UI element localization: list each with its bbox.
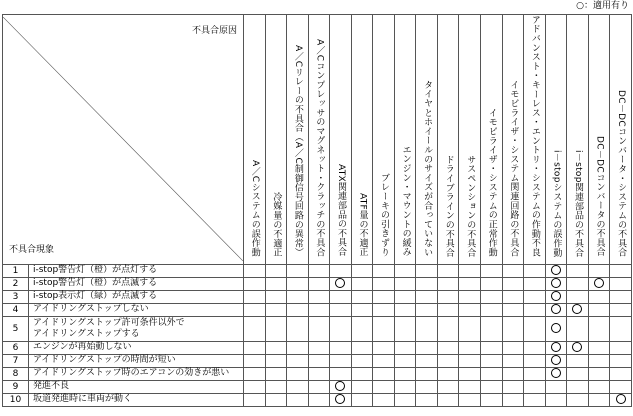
cause-header — [308, 15, 330, 265]
row-number: 4 — [3, 303, 29, 316]
mark-cell — [308, 367, 330, 380]
mark-cell — [437, 341, 459, 354]
mark-cell — [265, 367, 287, 380]
cause-header — [265, 15, 287, 265]
mark-cell — [567, 264, 589, 277]
mark-cell — [265, 354, 287, 367]
mark-cell — [502, 316, 524, 341]
cause-header — [459, 15, 481, 265]
cause-header-label: サスペンションの不具合 — [465, 154, 476, 257]
mark-cell — [287, 290, 309, 303]
mark-cell — [330, 277, 352, 290]
applicable-circle-icon — [551, 304, 561, 314]
mark-cell — [351, 264, 373, 277]
applicable-circle-icon — [572, 304, 582, 314]
cause-header — [502, 15, 524, 265]
mark-cell — [287, 393, 309, 406]
table-row — [3, 341, 632, 354]
mark-cell — [330, 367, 352, 380]
cause-header-label: タイヤとホイールのサイズが合っていない — [422, 80, 433, 257]
mark-cell — [244, 303, 266, 316]
mark-cell — [373, 380, 395, 393]
mark-cell — [287, 303, 309, 316]
mark-cell — [481, 354, 503, 367]
mark-cell — [308, 277, 330, 290]
row-number: 8 — [3, 367, 29, 380]
mark-cell — [502, 367, 524, 380]
table-row — [3, 290, 632, 303]
row-number: 5 — [3, 316, 29, 341]
mark-cell — [394, 393, 416, 406]
table-row — [3, 316, 632, 341]
applicable-circle-icon — [594, 278, 604, 288]
mark-cell — [308, 316, 330, 341]
applicable-circle-icon — [551, 265, 561, 275]
mark-cell — [524, 264, 546, 277]
mark-cell — [524, 380, 546, 393]
mark-cell — [567, 354, 589, 367]
mark-cell — [330, 393, 352, 406]
applicable-circle-icon — [551, 291, 561, 301]
applicable-circle-icon — [551, 342, 561, 352]
mark-cell — [545, 354, 567, 367]
cause-header-label: エンジン・マウントの緩み — [400, 145, 411, 257]
mark-cell — [330, 264, 352, 277]
symptom-cell: アイドリングストップ時のエアコンの効きが悪い — [29, 367, 244, 380]
mark-cell — [437, 264, 459, 277]
mark-cell — [416, 380, 438, 393]
mark-cell — [416, 316, 438, 341]
mark-cell — [394, 341, 416, 354]
mark-cell — [437, 303, 459, 316]
mark-cell — [610, 354, 632, 367]
mark-cell — [588, 264, 610, 277]
mark-cell — [459, 367, 481, 380]
mark-cell — [394, 367, 416, 380]
mark-cell — [567, 380, 589, 393]
cause-header — [481, 15, 503, 265]
mark-cell — [373, 367, 395, 380]
mark-cell — [567, 290, 589, 303]
symptom-cell: アイドリングストップ許可条件以外で アイドリングストップする — [29, 316, 244, 341]
applicable-circle-icon — [551, 355, 561, 365]
mark-cell — [244, 264, 266, 277]
mark-cell — [244, 316, 266, 341]
mark-cell — [588, 303, 610, 316]
mark-cell — [545, 277, 567, 290]
mark-cell — [459, 393, 481, 406]
mark-cell — [588, 341, 610, 354]
symptom-cell: エンジンが再始動しない — [29, 341, 244, 354]
mark-cell — [459, 316, 481, 341]
mark-cell — [481, 367, 503, 380]
mark-cell — [459, 264, 481, 277]
cause-header — [437, 15, 459, 265]
corner-header — [3, 15, 244, 265]
mark-cell — [545, 290, 567, 303]
mark-cell — [265, 393, 287, 406]
mark-cell — [481, 380, 503, 393]
mark-cell — [308, 393, 330, 406]
mark-cell — [545, 316, 567, 341]
mark-cell — [459, 290, 481, 303]
mark-cell — [502, 393, 524, 406]
mark-cell — [351, 367, 373, 380]
mark-cell — [610, 393, 632, 406]
mark-cell — [351, 354, 373, 367]
cause-header — [567, 15, 589, 265]
mark-cell — [567, 316, 589, 341]
mark-cell — [394, 277, 416, 290]
cause-header-label: i－stop関連部品の不具合 — [572, 149, 583, 257]
mark-cell — [287, 277, 309, 290]
mark-cell — [416, 303, 438, 316]
cause-header — [373, 15, 395, 265]
cause-header-label: ATX関連部品の不具合 — [335, 164, 346, 257]
mark-cell — [330, 316, 352, 341]
mark-cell — [610, 380, 632, 393]
mark-cell — [481, 393, 503, 406]
row-number: 10 — [3, 393, 29, 406]
mark-cell — [481, 264, 503, 277]
cause-header-label: ブレーキの引きずり — [379, 173, 390, 257]
mark-cell — [437, 367, 459, 380]
mark-cell — [588, 277, 610, 290]
symptom-cell: 坂道発進時に車両が動く — [29, 393, 244, 406]
mark-cell — [244, 367, 266, 380]
mark-cell — [308, 264, 330, 277]
mark-cell — [287, 316, 309, 341]
mark-cell — [308, 303, 330, 316]
mark-cell — [351, 277, 373, 290]
mark-cell — [588, 393, 610, 406]
mark-cell — [437, 290, 459, 303]
mark-cell — [567, 341, 589, 354]
mark-cell — [610, 303, 632, 316]
mark-cell — [308, 380, 330, 393]
diagonal-divider — [3, 17, 243, 261]
applicable-circle-icon — [335, 278, 345, 288]
mark-cell — [545, 393, 567, 406]
symptom-cell: i-stop警告灯（橙）が点灯する — [29, 264, 244, 277]
mark-cell — [588, 380, 610, 393]
mark-cell — [287, 380, 309, 393]
cause-header — [524, 15, 546, 265]
mark-cell — [416, 277, 438, 290]
mark-cell — [287, 264, 309, 277]
mark-cell — [588, 316, 610, 341]
mark-cell — [588, 354, 610, 367]
mark-cell — [330, 354, 352, 367]
symptom-label: 不具合現象 — [9, 245, 55, 256]
mark-cell — [351, 316, 373, 341]
mark-cell — [502, 264, 524, 277]
table-row — [3, 277, 632, 290]
mark-cell — [588, 290, 610, 303]
mark-cell — [287, 341, 309, 354]
cause-header-label: A／Cリレーの不具合（A／C制御信号回路の異常） — [292, 44, 303, 257]
mark-cell — [502, 277, 524, 290]
mark-cell — [437, 393, 459, 406]
mark-cell — [265, 264, 287, 277]
cause-header-label: ドライブラインの不具合 — [443, 154, 454, 257]
mark-cell — [459, 354, 481, 367]
table-row — [3, 367, 632, 380]
mark-cell — [416, 341, 438, 354]
mark-cell — [287, 354, 309, 367]
mark-cell — [265, 277, 287, 290]
mark-cell — [481, 316, 503, 341]
table-row — [3, 264, 632, 277]
mark-cell — [416, 290, 438, 303]
mark-cell — [330, 341, 352, 354]
applicable-circle-icon — [551, 323, 561, 333]
mark-cell — [567, 367, 589, 380]
row-number: 3 — [3, 290, 29, 303]
mark-cell — [502, 341, 524, 354]
mark-cell — [394, 303, 416, 316]
cause-label: 不具合原因 — [191, 26, 237, 37]
mark-cell — [244, 354, 266, 367]
mark-cell — [394, 316, 416, 341]
cause-header — [287, 15, 309, 265]
mark-cell — [524, 354, 546, 367]
mark-cell — [373, 341, 395, 354]
cause-header-label: i－stopシステムの誤作動 — [551, 149, 562, 257]
cause-header — [351, 15, 373, 265]
cause-header — [330, 15, 352, 265]
mark-cell — [373, 393, 395, 406]
mark-cell — [373, 264, 395, 277]
mark-cell — [244, 277, 266, 290]
mark-cell — [308, 290, 330, 303]
applicable-circle-icon — [551, 278, 561, 288]
row-number: 6 — [3, 341, 29, 354]
mark-cell — [416, 367, 438, 380]
row-number: 9 — [3, 380, 29, 393]
mark-cell — [437, 316, 459, 341]
mark-cell — [588, 367, 610, 380]
cause-header — [588, 15, 610, 265]
mark-cell — [416, 264, 438, 277]
row-number: 7 — [3, 354, 29, 367]
mark-cell — [265, 316, 287, 341]
cause-header — [416, 15, 438, 265]
mark-cell — [502, 380, 524, 393]
applicable-circle-icon — [335, 381, 345, 391]
mark-cell — [524, 303, 546, 316]
mark-cell — [610, 277, 632, 290]
mark-cell — [481, 303, 503, 316]
mark-cell — [351, 393, 373, 406]
mark-cell — [330, 380, 352, 393]
applicable-circle-icon — [572, 342, 582, 352]
mark-cell — [524, 341, 546, 354]
mark-cell — [394, 380, 416, 393]
mark-cell — [394, 354, 416, 367]
legend: ○：適用有り — [576, 1, 629, 11]
symptom-cell: i-stop警告灯（橙）が点滅する — [29, 277, 244, 290]
mark-cell — [351, 290, 373, 303]
mark-cell — [394, 264, 416, 277]
applicable-circle-icon — [551, 368, 561, 378]
mark-cell — [287, 367, 309, 380]
mark-cell — [437, 354, 459, 367]
cause-header-label: DC－DCコンバータ・システムの不具合 — [616, 89, 627, 257]
mark-cell — [351, 341, 373, 354]
mark-cell — [351, 380, 373, 393]
mark-cell — [244, 380, 266, 393]
mark-cell — [373, 303, 395, 316]
mark-cell — [524, 393, 546, 406]
cause-header-label: ATF量の不適正 — [357, 193, 368, 257]
cause-header-label: A／Cコンプレッサのマグネット・クラッチの不具合 — [314, 39, 325, 257]
mark-cell — [459, 277, 481, 290]
table-row — [3, 354, 632, 367]
mark-cell — [545, 264, 567, 277]
mark-cell — [545, 380, 567, 393]
cause-header-label: A／Cシステムの誤作動 — [249, 160, 260, 257]
mark-cell — [502, 354, 524, 367]
applicable-circle-icon — [616, 394, 626, 404]
mark-cell — [373, 290, 395, 303]
table-row — [3, 303, 632, 316]
mark-cell — [265, 303, 287, 316]
mark-cell — [351, 303, 373, 316]
mark-cell — [244, 341, 266, 354]
mark-cell — [459, 303, 481, 316]
mark-cell — [567, 393, 589, 406]
cause-header — [610, 15, 632, 265]
mark-cell — [437, 277, 459, 290]
mark-cell — [437, 380, 459, 393]
mark-cell — [481, 341, 503, 354]
mark-cell — [459, 341, 481, 354]
mark-cell — [481, 290, 503, 303]
cause-header — [394, 15, 416, 265]
mark-cell — [308, 341, 330, 354]
symptom-cell: i-stop表示灯（緑）が点滅する — [29, 290, 244, 303]
mark-cell — [373, 277, 395, 290]
mark-cell — [610, 316, 632, 341]
mark-cell — [610, 367, 632, 380]
symptom-cell: アイドリングストップの時間が短い — [29, 354, 244, 367]
mark-cell — [459, 380, 481, 393]
mark-cell — [502, 303, 524, 316]
mark-cell — [308, 354, 330, 367]
mark-cell — [545, 341, 567, 354]
cause-header-label: アドバンスト・キーレス・エントリ・システムの作動不良 — [529, 15, 540, 257]
mark-cell — [610, 290, 632, 303]
symptom-cell: アイドリングストップしない — [29, 303, 244, 316]
mark-cell — [416, 393, 438, 406]
mark-cell — [265, 341, 287, 354]
mark-cell — [244, 393, 266, 406]
mark-cell — [610, 264, 632, 277]
mark-cell — [265, 380, 287, 393]
mark-cell — [330, 303, 352, 316]
cause-header-label: 冷媒量の不適正 — [271, 191, 282, 257]
cause-header-label: イモビライザ・システム関連回路の不具合 — [508, 80, 519, 257]
cause-header — [244, 15, 266, 265]
mark-cell — [373, 316, 395, 341]
table-row — [3, 393, 632, 406]
mark-cell — [567, 303, 589, 316]
mark-cell — [265, 290, 287, 303]
mark-cell — [524, 277, 546, 290]
mark-cell — [524, 367, 546, 380]
mark-cell — [373, 354, 395, 367]
mark-cell — [330, 290, 352, 303]
table-row — [3, 380, 632, 393]
cause-header — [545, 15, 567, 265]
row-number: 2 — [3, 277, 29, 290]
applicable-circle-icon — [335, 394, 345, 404]
cause-header-label: DC－DCコンバータの不具合 — [594, 136, 605, 257]
mark-cell — [394, 290, 416, 303]
mark-cell — [244, 290, 266, 303]
mark-cell — [567, 277, 589, 290]
mark-cell — [524, 290, 546, 303]
symptom-cell: 発進不良 — [29, 380, 244, 393]
mark-cell — [610, 341, 632, 354]
cause-header-label: イモビライザ・システムの正常作動 — [486, 108, 497, 257]
row-number: 1 — [3, 264, 29, 277]
mark-cell — [545, 303, 567, 316]
mark-cell — [524, 316, 546, 341]
mark-cell — [416, 354, 438, 367]
troubleshooting-matrix — [2, 14, 632, 407]
mark-cell — [502, 290, 524, 303]
mark-cell — [545, 367, 567, 380]
mark-cell — [481, 277, 503, 290]
